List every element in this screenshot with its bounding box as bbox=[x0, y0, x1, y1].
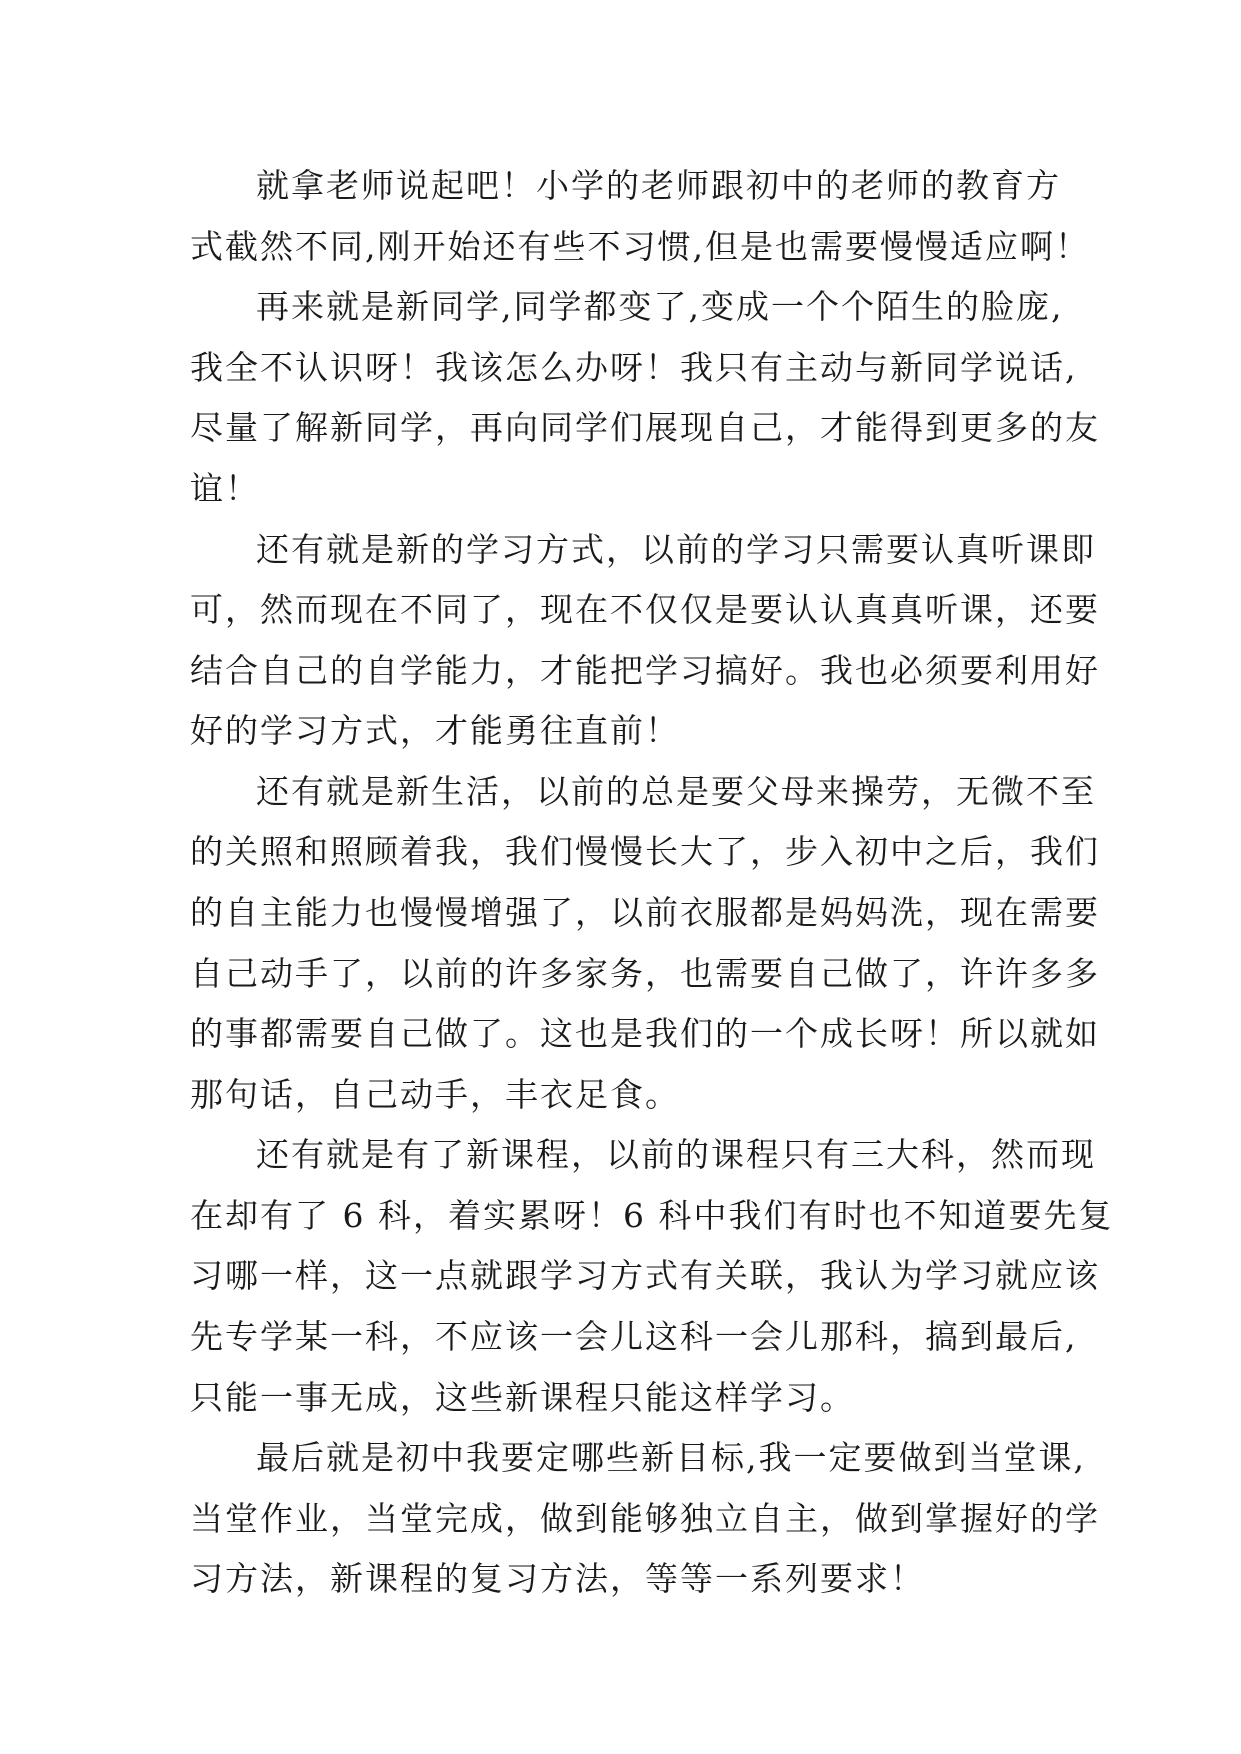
paragraph-line: 的关照和照顾着我，我们慢慢长大了，步入初中之后，我们 bbox=[190, 832, 1100, 871]
paragraph-line: 我全不认识呀！我该怎么办呀！我只有主动与新同学说话, bbox=[190, 348, 1078, 387]
paragraph-line: 可，然而现在不同了，现在不仅仅是要认认真真听课，还要 bbox=[190, 590, 1100, 629]
paragraph-line: 先专学某一科，不应该一会儿这科一会儿那科，搞到最后, bbox=[190, 1317, 1078, 1356]
paragraph-line: 还有就是新的学习方式，以前的学习只需要认真听课即 bbox=[256, 530, 1096, 569]
paragraph-line: 的自主能力也慢慢增强了，以前衣服都是妈妈洗，现在需要 bbox=[190, 893, 1100, 932]
paragraph-line: 当堂作业，当堂完成，做到能够独立自主，做到掌握好的学 bbox=[190, 1499, 1100, 1538]
paragraph-line: 再来就是新同学,同学都变了,变成一个个陌生的脸庞, bbox=[256, 287, 1064, 326]
paragraph-line: 谊！ bbox=[190, 469, 260, 508]
paragraph-line: 在却有了 6 科，着实累呀！6 科中我们有时也不知道要先复 bbox=[190, 1196, 1114, 1235]
paragraph-line: 还有就是有了新课程，以前的课程只有三大科，然而现 bbox=[256, 1135, 1096, 1174]
paragraph-line: 就拿老师说起吧！小学的老师跟初中的老师的教育方 bbox=[256, 166, 1061, 205]
paragraph-line: 还有就是新生活，以前的总是要父母来操劳，无微不至 bbox=[256, 772, 1096, 811]
paragraph-line: 习哪一样，这一点就跟学习方式有关联，我认为学习就应该 bbox=[190, 1256, 1100, 1295]
paragraph-line: 结合自己的自学能力，才能把学习搞好。我也必须要利用好 bbox=[190, 651, 1100, 690]
paragraph-line: 只能一事无成，这些新课程只能这样学习。 bbox=[190, 1378, 855, 1417]
paragraph-line: 好的学习方式，才能勇往直前！ bbox=[190, 711, 680, 750]
paragraph-line: 的事都需要自己做了。这也是我们的一个成长呀！所以就如 bbox=[190, 1014, 1100, 1053]
paragraph-line: 习方法，新课程的复习方法，等等一系列要求！ bbox=[190, 1559, 925, 1598]
paragraph-line: 尽量了解新同学，再向同学们展现自己，才能得到更多的友 bbox=[190, 408, 1100, 447]
paragraph-line: 最后就是初中我要定哪些新目标,我一定要做到当堂课, bbox=[256, 1438, 1086, 1477]
paragraph-line: 自己动手了，以前的许多家务，也需要自己做了，许许多多 bbox=[190, 954, 1100, 993]
paragraph-line: 式截然不同,刚开始还有些不习惯,但是也需要慢慢适应啊！ bbox=[190, 227, 1090, 266]
paragraph-line: 那句话，自己动手，丰衣足食。 bbox=[190, 1075, 680, 1114]
